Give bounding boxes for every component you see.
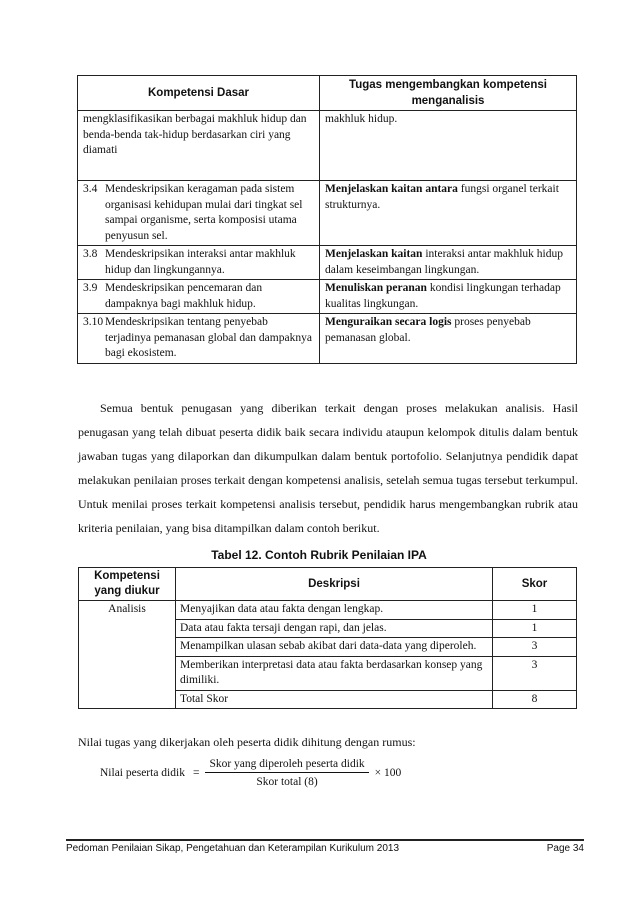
table-row [78,181,577,246]
table-header-row [78,76,577,111]
score-cell: 3 [493,656,577,690]
table-row [79,601,577,620]
kd-cell [78,181,320,246]
formula-lhs: Nilai peserta didik [100,767,185,779]
score-formula [100,758,401,788]
kd-number: 3.8 [83,248,98,260]
page-footer [66,843,584,854]
task-bold: Menuliskan peranan [325,282,427,294]
total-score: 8 [493,690,577,709]
formula-times: × 100 [374,767,402,779]
header-tugas: Tugas mengembangkan kompetensi menganalisis [320,76,577,111]
desc-cell: Menyajikan data atau fakta dengan lengkap. [176,601,493,620]
body-paragraph [78,396,578,540]
task-text: makhluk hidup. [325,113,398,125]
desc-cell: Data atau fakta tersaji dengan rapi, dan jelas. [176,619,493,638]
task-text: interaksi antar makhluk hidup dalam keseimbangan lingkungan. [325,248,563,276]
rubric-table [78,567,577,709]
competence-cell: Analisis [79,601,176,709]
footer-divider [66,839,584,841]
paragraph-text: Semua bentuk penugasan yang diberikan terkait dengan proses melakukan analisis. Hasil penugasan yang telah dibuat peserta didik baik secara individu ataupun kelompok ditulis dalam bentuk jawaban tugas yang dilaporkan dan dikumpulkan dalam bentuk portofolio. Selanjutnya pendidik dapat melakukan penilaian proses terkait dengan kompetensi analisis, setelah semua tugas tersebut terkumpul. Untuk menilai proses terkait kompetensi analisis tersebut, pendidik harus mengembangkan rubrik atau kriteria penilaian, yang bisa ditampilkan dalam contoh berikut. [78,401,578,535]
table-row [78,246,577,280]
footer-title: Pedoman Penilaian Sikap, Pengetahuan dan Keterampilan Kurikulum 2013 [66,843,400,854]
table-header-row [79,568,577,601]
header-deskripsi: Deskripsi [176,568,493,601]
header-kompetensi: Kompetensi yang diukur [79,568,176,601]
kd-cell [78,314,320,364]
formula-equals: = [192,767,200,779]
kd-text: Mendeskripsikan interaksi antar makhluk hidup dan lingkungannya. [105,248,296,276]
total-label: Total Skor [176,690,493,709]
kd-cell [78,246,320,280]
task-cell [320,314,577,364]
task-bold: Menjelaskan kaitan antara [325,183,458,195]
kd-number: 3.10 [83,316,104,328]
kd-number: 3.4 [83,183,98,195]
kd-number: 3.9 [83,282,98,294]
kd-text: Mendeskripsikan pencemaran dan dampaknya bagi makhluk hidup. [105,282,263,310]
table-row [78,111,577,181]
task-text: proses penyebab pemanasan global. [325,316,531,344]
formula-denominator: Skor total (8) [256,776,318,788]
formula-fraction [205,758,368,788]
formula-intro: Nilai tugas yang dikerjakan oleh peserta didik dihitung dengan rumus: [78,735,416,749]
score-cell: 3 [493,638,577,657]
table-row [78,280,577,314]
desc-cell: Memberikan interpretasi data atau fakta berdasarkan konsep yang dimiliki. [176,656,493,690]
task-cell [320,280,577,314]
task-cell [320,181,577,246]
score-cell: 1 [493,601,577,620]
header-kompetensi-dasar: Kompetensi Dasar [78,76,320,111]
kd-text: Mendeskripsikan tentang penyebab terjadinya pemanasan global dan dampaknya bagi ekosistem. [105,316,312,359]
task-text: kondisi lingkungan terhadap kualitas lingkungan. [325,282,561,310]
task-bold: Menguraikan secara logis [325,316,452,328]
task-cell [320,246,577,280]
task-cell [320,111,577,181]
task-text: fungsi organel terkait strukturnya. [325,183,559,211]
page-number: Page 34 [546,843,584,854]
header-skor: Skor [493,568,577,601]
kd-cell: mengklasifikasikan berbagai makhluk hidup dan benda-benda tak-hidup berdasarkan ciri yang diamati [78,111,320,181]
desc-cell: Menampilkan ulasan sebab akibat dari data-data yang diperoleh. [176,638,493,657]
table-row [78,314,577,364]
table-caption: Tabel 12. Contoh Rubrik Penilaian IPA [211,548,427,562]
competency-table [77,75,577,364]
task-bold: Menjelaskan kaitan [325,248,423,260]
score-cell: 1 [493,619,577,638]
kd-text: Mendeskripsikan keragaman pada sistem organisasi kehidupan mulai dari tingkat sel sampai organisme, serta komposisi utama penyusun sel. [105,183,303,242]
formula-numerator: Skor yang diperoleh peserta didik [205,758,368,773]
kd-cell [78,280,320,314]
